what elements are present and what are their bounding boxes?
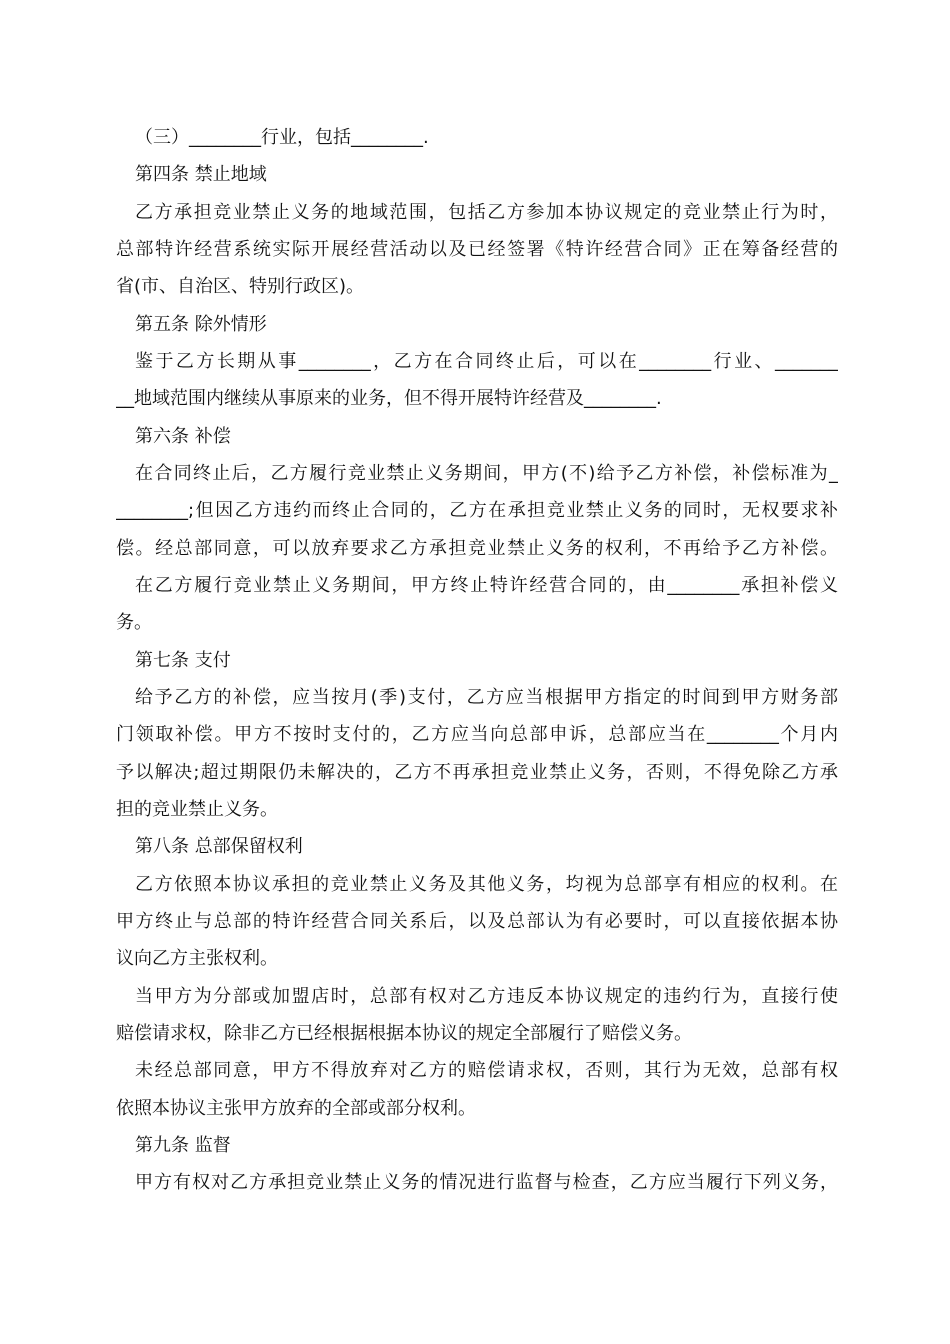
paragraph-line: 乙方依照本协议承担的竞业禁止义务及其他义务，均视为总部享有相应的权利。在 bbox=[135, 874, 838, 895]
paragraph-line: 务。 bbox=[116, 612, 152, 633]
paragraph-line: 乙方承担竞业禁止义务的地域范围，包括乙方参加本协议规定的竞业禁止行为时， bbox=[135, 202, 838, 223]
paragraph-line: 未经总部同意，甲方不得放弃对乙方的赔偿请求权，否则，其行为无效，总部有权 bbox=[135, 1060, 838, 1081]
paragraph-line: 门领取补偿。甲方不按时支付的，乙方应当向总部申诉，总部应当在________个月内 bbox=[116, 724, 838, 745]
article-5-heading: 第五条 除外情形 bbox=[135, 314, 267, 335]
paragraph-line: 偿。经总部同意，可以放弃要求乙方承担竞业禁止义务的权利，不再给予乙方补偿。 bbox=[116, 538, 838, 559]
article-8-heading: 第八条 总部保留权利 bbox=[135, 836, 303, 857]
paragraph-line: 议向乙方主张权利。 bbox=[116, 948, 278, 969]
paragraph-line: 总部特许经营系统实际开展经营活动以及已经签署《特许经营合同》正在筹备经营的 bbox=[116, 239, 838, 260]
paragraph-line: 在乙方履行竞业禁止义务期间，甲方终止特许经营合同的，由________承担补偿义 bbox=[135, 575, 838, 596]
article-7-heading: 第七条 支付 bbox=[135, 650, 231, 671]
paragraph-line: 当甲方为分部或加盟店时，总部有权对乙方违反本协议规定的违约行为，直接行使 bbox=[135, 986, 838, 1007]
paragraph-line: ________;但因乙方违约而终止合同的，乙方在承担竞业禁止义务的同时，无权要求补 bbox=[116, 500, 838, 521]
paragraph-line: 甲方终止与总部的特许经营合同关系后，以及总部认为有必要时，可以直接依据本协 bbox=[116, 911, 838, 932]
paragraph-line: __地域范围内继续从事原来的业务，但不得开展特许经营及________. bbox=[116, 388, 662, 409]
paragraph-line: 在合同终止后，乙方履行竞业禁止义务期间，甲方(不)给予乙方补偿，补偿标准为_ bbox=[135, 463, 838, 484]
clause-3-line: （三）________行业，包括________. bbox=[135, 127, 429, 148]
article-4-heading: 第四条 禁止地域 bbox=[135, 164, 267, 185]
paragraph-line: 担的竞业禁止义务。 bbox=[116, 799, 278, 820]
paragraph-line: 给予乙方的补偿，应当按月(季)支付，乙方应当根据甲方指定的时间到甲方财务部 bbox=[135, 687, 838, 708]
paragraph-line: 予以解决;超过期限仍未解决的，乙方不再承担竞业禁止义务，否则，不得免除乙方承 bbox=[116, 762, 838, 783]
paragraph-line: 省(市、自治区、特别行政区)。 bbox=[116, 276, 365, 297]
paragraph-line: 赔偿请求权，除非乙方已经根据根据本协议的规定全部履行了赔偿义务。 bbox=[116, 1023, 692, 1044]
paragraph-line: 依照本协议主张甲方放弃的全部或部分权利。 bbox=[116, 1098, 476, 1119]
article-6-heading: 第六条 补偿 bbox=[135, 426, 231, 447]
paragraph-line: 甲方有权对乙方承担竞业禁止义务的情况进行监督与检查，乙方应当履行下列义务， bbox=[135, 1172, 838, 1193]
paragraph-line: 鉴于乙方长期从事________，乙方在合同终止后，可以在________行业、_______ bbox=[135, 351, 838, 372]
article-9-heading: 第九条 监督 bbox=[135, 1135, 231, 1156]
